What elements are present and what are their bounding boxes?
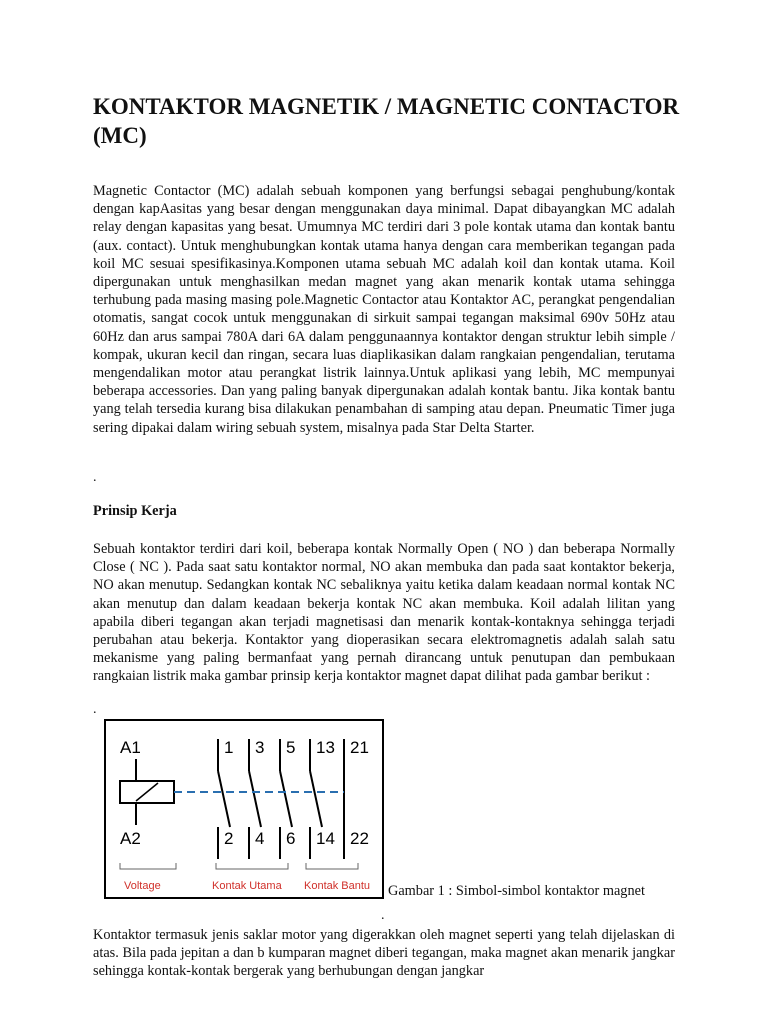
label-kontak-bantu: Kontak Bantu	[304, 880, 371, 892]
coil-diagonal	[136, 783, 158, 801]
paragraph-prinsip: Sebuah kontaktor terdiri dari koil, beberapa kontak Normally Open ( NO ) dan beberapa Normally Close ( NC ). Pada saat satu kontaktor normal, NO akan membuka dan pada saat kontaktor bekerja, NO akan menutup. Sedangkan kontak NC sebaliknya yaitu ketika dalam keadaan normal kontak NC akan menutup dan dalam keadaan bekerja kontak NC akan membuka. Koil adalah lilitan yang apabila diberi tegangan akan terjadi magnetisasi dan menarik kontak-kontaknya sehingga terjadi perubahan atau bekerja. Kontaktor yang dioperasikan secara elektromagnetis adalah salah satu mekanisme yang paling bermanfaat yang pernah dirancang untuk penutupan dan pembukaan rangkaian listrik maka gambar prinsip kerja kontaktor magnet dapat dilihat pada gambar berikut :	[93, 541, 675, 685]
contact-blade	[249, 771, 261, 827]
terminal-label: 2	[224, 829, 234, 848]
contactor-symbol-figure	[104, 719, 384, 899]
coil-label-a1: A1	[120, 738, 141, 757]
terminal-label: 4	[255, 829, 265, 848]
separator-dot: .	[93, 470, 97, 485]
terminal-label: 13	[316, 738, 335, 757]
terminal-label: 3	[255, 738, 265, 757]
terminal-label: 1	[224, 738, 234, 757]
contact-blade	[280, 771, 292, 827]
terminal-label: 14	[316, 829, 335, 848]
document-title: KONTAKTOR MAGNETIK / MAGNETIC CONTACTOR (MC)	[93, 94, 680, 148]
voltage-bracket	[120, 863, 176, 869]
coil-label-a2: A2	[120, 829, 141, 848]
main-contact-bracket	[216, 863, 288, 869]
paragraph-intro: Magnetic Contactor (MC) adalah sebuah komponen yang berfungsi sebagai penghubung/kontak dengan kapAasitas yang besar dengan menggunakan daya minimal. Dapat dibayangkan MC adalah relay dengan kapasitas yang besat. Umumnya MC terdiri dari 3 pole kontak utama dan kontak bantu (aux. contact). Untuk menghubungkan kontak utama hanya dengan cara memberikan tegangan pada koil MC sesuai spesifikasinya.Komponen utama sebuah MC adalah koil dan kontak utama. Koil dipergunakan untuk menghasilkan medan magnet yang akan menarik kontak utama sehingga terhubung pada masing masing pole.Magnetic Contactor atau Kontaktor AC, perangkat pengendalian otomatis, sangat cocok untuk menggunakan di sirkuit sampai tegangan maksimal 690v 50Hz atau 60Hz dan arus sampai 780A dari 6A dalam penggunaannya kontaktor dengan struktur lebih simple / kompak, ukuran kecil dan ringan, secara luas diaplikasikan dalam rangkaian pengendalian, terutama mengendalikan motor atau perangkat listrik lainnya.Untuk aplikasi yang lebih, MC mempunyai beberapa accessories. Dan yang paling banyak dipergunakan adalah kontak bantu. Jika kontak bantu yang telah tersedia kurang bisa dilakukan penambahan di samping atau depan. Pneumatic Timer juga sering dipakai dalam wiring sebuah system, misalnya pada Star Delta Starter.	[93, 183, 675, 436]
figure-caption: Gambar 1 : Simbol-simbol kontaktor magnet	[388, 883, 645, 899]
terminal-label: 21	[350, 738, 369, 757]
group-brackets	[120, 863, 358, 869]
contact-blade	[218, 771, 230, 827]
terminal-label: 5	[286, 738, 296, 757]
contact-blade	[310, 771, 322, 827]
section-heading-prinsip-kerja: Prinsip Kerja	[93, 503, 177, 519]
terminal-label: 22	[350, 829, 369, 848]
aux-contact-bracket	[306, 863, 358, 869]
label-voltage: Voltage	[124, 880, 161, 892]
contactor-diagram	[106, 721, 382, 897]
separator-dot: .	[381, 908, 385, 923]
label-kontak-utama: Kontak Utama	[212, 880, 282, 892]
separator-dot: .	[93, 702, 97, 717]
terminal-label: 6	[286, 829, 296, 848]
paragraph-kontaktor: Kontaktor termasuk jenis saklar motor yang digerakkan oleh magnet seperti yang telah dijelaskan di atas. Bila pada jepitan a dan b kumparan magnet diberi tegangan, maka magnet akan menarik jangkar sehingga kontak-kontak bergerak yang berhubungan dengan jangkar	[93, 927, 675, 980]
